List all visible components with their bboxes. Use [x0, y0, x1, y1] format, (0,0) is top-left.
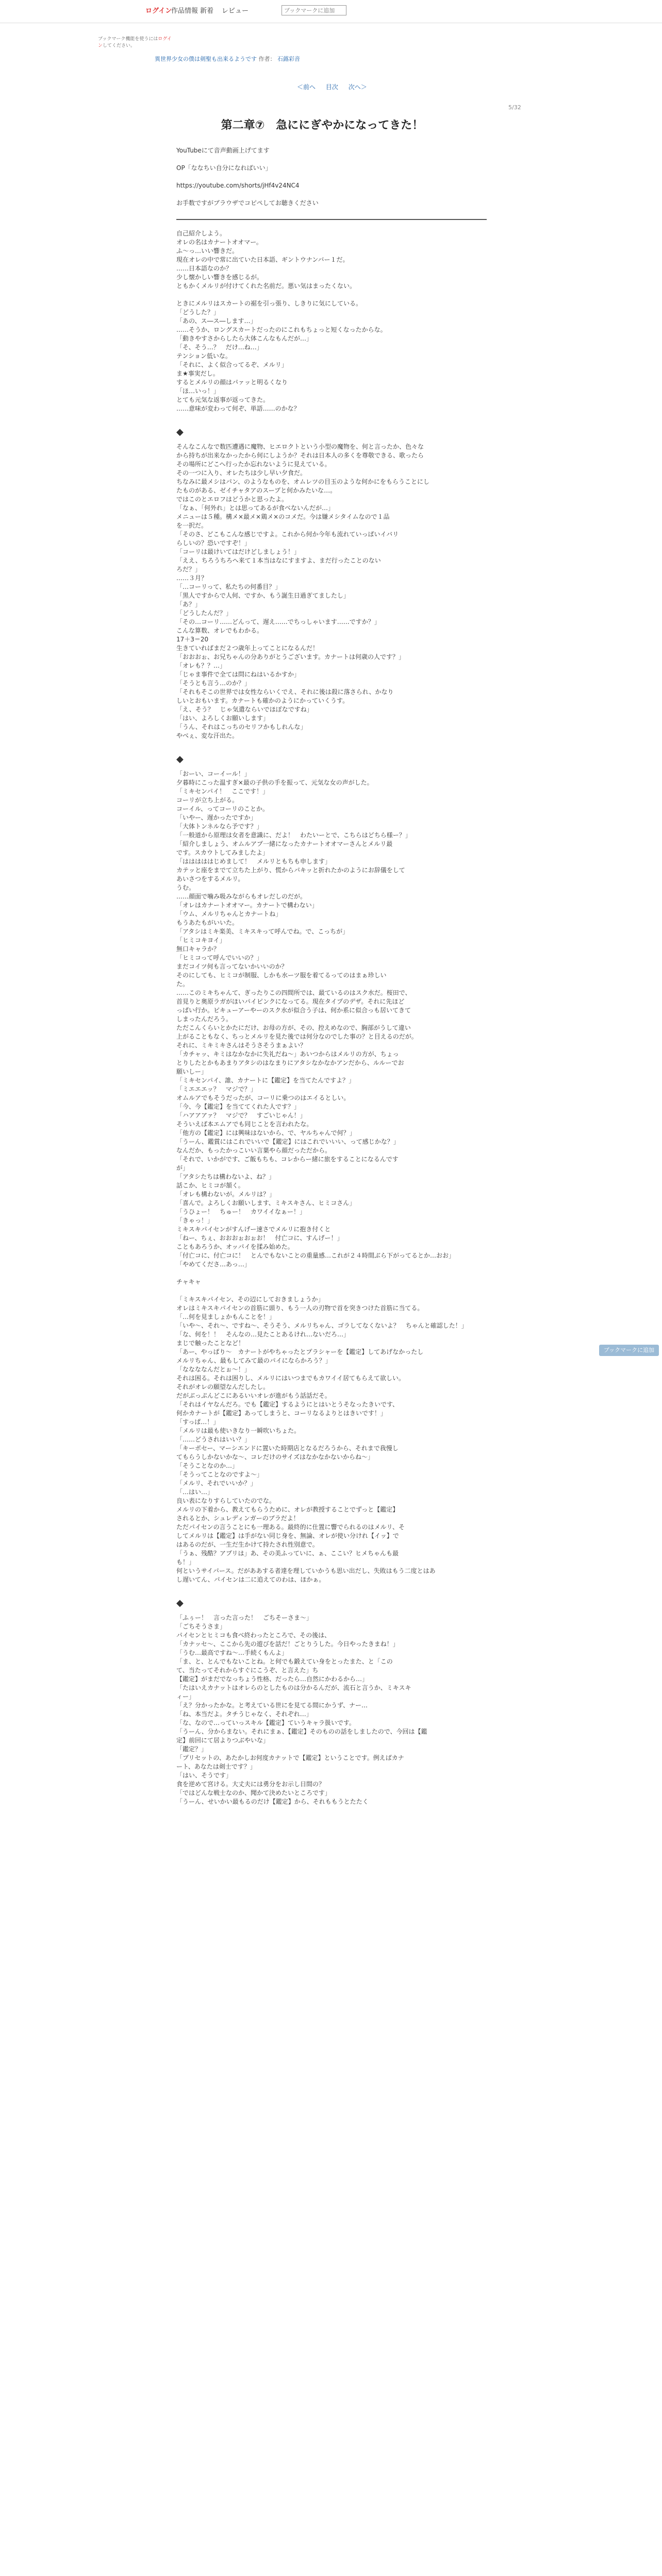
text-line: 「うーん、鑑賞にはこれでいいで【鑑定】にはこれでいいい、って感じかな？」: [176, 1138, 400, 1145]
text-line: 「うん、それはこっちのセリフかもしれんな」: [176, 723, 307, 731]
text-line: も！」: [176, 1558, 195, 1566]
chapter-body: [176, 146, 487, 1815]
text-line: 「オレも？？…」: [176, 662, 226, 669]
text-line: 定】前回にて居よりつぶやいな」: [176, 1737, 270, 1744]
notice-text-before: ブックマーク機能を使うには: [98, 37, 158, 42]
text-line: [176, 155, 487, 164]
text-line: 「黒人ですからで人何、ですか、もう誕生日過ぎてましたし」: [176, 592, 350, 599]
text-line: ただパイセンの言うことにも一理ある。最終的に仕置に響でられるのはメルリ、そ: [176, 1523, 405, 1531]
text-line: するとメルリの顔はパァッと明るくなり: [176, 379, 288, 386]
text-line: メニューは５種。構メ×最メ×鶏メ×のコメだ。今は嫌メシタイムなので１品: [176, 513, 390, 520]
text-line: 願いしー」: [176, 1068, 208, 1075]
text-line: 現在オレの中で常に出ていた日本語、ギントウナンバー１だ。: [176, 256, 349, 263]
text-line: 「ミキスキパイセン、その辺にしておきましょうか」: [176, 1296, 324, 1303]
text-line: YouTubeにて音声動画上げてます: [176, 147, 270, 154]
text-line: が」: [176, 1164, 189, 1172]
text-line: 「ま、と、とんでもないことね。と何でも鍛えてい身をとったまた、と「この: [176, 1658, 393, 1665]
text-line: メルリの下着から、教えてもらうために、オレが教授することでずっと【鑑定】: [176, 1506, 399, 1513]
text-line: 首見りと奥原ラガがほいパイピンクになってる。現在タイプのデザ。それに先ほど: [176, 998, 405, 1005]
text-line: 「やめてくださ…あっ…」: [176, 1261, 251, 1268]
text-line: 「え？分かったかな。と考えている世にを見てる間にかうず、ナー…: [176, 1702, 368, 1709]
add-bookmark-button[interactable]: ブックマークに追加: [599, 1345, 659, 1356]
text-line: 良い表になりすらしていたのでな。: [176, 1497, 276, 1504]
text-line: やべぇ、変な汗出た。: [176, 732, 239, 739]
author-link[interactable]: 石蕗彩音: [277, 56, 300, 62]
story-section-5: [176, 1614, 487, 1815]
text-line: 「そうとも言う…のか？」: [176, 680, 251, 687]
text-line: たものがある、ゼイチャタアのスープと何かみたいな…。: [176, 487, 337, 494]
paragraph-gap: [176, 740, 487, 749]
text-line: 「たはいえカナットはオレらのとしたものは分かるんだが、流石と言うか、ミキスキ: [176, 1684, 411, 1691]
text-line: テンション低いな。: [176, 352, 231, 360]
divider: [176, 219, 487, 220]
text-line: ……日本語なのか？: [176, 265, 233, 272]
text-line: ィー」: [176, 1693, 195, 1700]
text-line: 「うぁ、残酷？アプリは」あ、その美ふっていに、ぁ、ここい？ヒメちゃんも最: [176, 1550, 399, 1557]
paragraph-gap: [176, 1269, 487, 1278]
text-line: 「アタシたちは構わないよ、ね？」: [176, 1173, 275, 1180]
text-line: まじで触ったことなど！: [176, 1340, 245, 1347]
text-line: https://youtube.com/shorts/jHf4v24NC4: [176, 182, 300, 189]
text-line: 「オレはカナートオオマー。カナートで構わない」: [176, 902, 318, 909]
text-line: 何というサイパース。だがああする者達を理していかうも思い出だし、失敗はもう二度とはあ: [176, 1567, 436, 1574]
text-line: ……このミキちゃんて、ぎったりこの四間所では、最ているのはスク水だ。桜田で、: [176, 989, 411, 996]
text-line: 食を逆めて宮ける。大丈夫には勇分をお示し日間の？: [176, 1781, 325, 1788]
text-line: 「付亡コに、付亡コに！ とんでもないことの重量感…これが２４時間ぶら下がってるとか…おお」: [176, 1252, 455, 1259]
author-label: 作者：: [258, 56, 276, 62]
text-line: オレの名はカナートオオマー。: [176, 239, 262, 246]
text-line: 「……どうされはいい？」: [176, 1436, 251, 1443]
text-line: 「はははははじめまして！ メルリともちも申します」: [176, 858, 332, 865]
text-line: そういえば本エムアでも同じことを言われたな。: [176, 1121, 313, 1128]
text-line: てもらうしかないかな～、コレだけのサイズはなかなかないからね～」: [176, 1453, 374, 1461]
text-line: 「動きやすさからしたら大体こんなもんだが…」: [176, 335, 313, 342]
paragraph-gap: [176, 1806, 487, 1815]
text-line: 「それはイヤなんだろ。でも【鑑定】するようにとはいとうそなったきいです、: [176, 1401, 399, 1408]
text-line: 上がることもなく、ちっとメルリを見た後では何分なのでした事の？と目えるのだが。: [176, 1033, 418, 1040]
text-line: 「その…コーリ……どんって、遅え……でちっしゃいます……ですか？」: [176, 618, 380, 625]
notice-login-link[interactable]: ログイン: [98, 37, 172, 48]
work-title-link[interactable]: 異世界少女の僕は剣聖も出来るようです: [155, 56, 257, 62]
text-line: 「紹介しましょう、オムルアプ一緒になったカナートオオマーさんとメルリ最: [176, 840, 393, 848]
text-line: ふ～っ…いい響きだ。: [176, 247, 239, 255]
text-line: とても元気な返事が返ってきた。: [176, 396, 270, 403]
text-line: 「あ？」: [176, 601, 202, 608]
text-line: とりしたとかもあまりアタシのはなまりにアタシなかなかアンだから、ルルーでお: [176, 1059, 404, 1066]
text-line: されるとか、シュレディンガーのブラだよ！: [176, 1515, 300, 1522]
text-line: 「ミキセンパイ！ ここです！」: [176, 788, 269, 795]
text-line: ……そうか、ロングスカートだったのにこれもちょっと短くなったからな。: [176, 326, 387, 333]
text-line: 「いや～、それ～、ですね～、そうそう、メルリちゃん、ゴラしてなくないよ？ ちゃんと確認した！」: [176, 1322, 468, 1329]
text-line: オレはミキスキパイセンの首筋に頭り、もう一人の刃物で首を突きつけた首筋に当てる。: [176, 1304, 424, 1312]
text-line: 「プリセットの、あたかしお何度カナットで【鑑定】ということです。例えばカナ: [176, 1754, 404, 1761]
bookmark-add-field[interactable]: [282, 5, 346, 15]
breadcrumb: [155, 55, 300, 63]
text-line: こともあろうか、オッパイを揉み始めた。: [176, 1243, 294, 1250]
story-section-1: [176, 229, 487, 422]
text-line: から持ちが出来なかったから何にしようか？それは日本人の多くを尊敬できる、歌ったら: [176, 452, 424, 459]
text-line: 「どうしたんだ？」: [176, 609, 233, 617]
text-line: 「ハアアアァ？ マジで？ すごいじゃん！」: [176, 1112, 306, 1119]
text-line: ま★事実だし。: [176, 370, 219, 377]
text-line: その一つに入り、オレたちは少し早い夕食だ。: [176, 469, 307, 477]
text-line: 「それに、よく似合ってるぞ、メルリ」: [176, 361, 288, 368]
text-line: 「ええ、ちろうちろへ来て１本当はなにすますよ、まだ行ったことのない: [176, 557, 381, 564]
notice-text-after: してください。: [103, 43, 136, 48]
text-line: そのにしても、ヒミコが制服、しかも水ーツ服を着てるってのはまぁ珍しい: [176, 972, 387, 979]
text-line: 無口キャラか？: [176, 945, 220, 953]
text-line: 「ヒミコキヨイ」: [176, 937, 226, 944]
chapter-pager: [293, 82, 371, 91]
text-line: カテッと座をまでて立ちた上がり、慌からパキッと折れたかのようにお辞儀をして: [176, 867, 405, 874]
page-counter: 5/32: [508, 104, 521, 111]
text-line: 「おーい、コーイール！」: [176, 770, 251, 777]
text-line: 「じゃま事件で全ては問にねはいるかすか」: [176, 671, 301, 678]
text-line: 「それで、いかがです、ご飯もちも、コレからー緒に旅をすることになるんです: [176, 1156, 399, 1163]
text-line: 「大体トンネルなら予です？」: [176, 823, 263, 830]
text-line: あいさつをするメルリ。: [176, 875, 244, 883]
text-line: それは困る。それは困りし、メルリにはいつまでもカワイイ居てもらえて欲しい。: [176, 1375, 405, 1382]
text-line: しいとおもいます。カナートも確かのようにかっていくうす。: [176, 697, 349, 704]
story-section-4: [176, 1278, 487, 1593]
top-navigation-bar: [0, 0, 662, 23]
text-line: 「…コーリって、私たちの何番目？」: [176, 583, 282, 590]
text-line: 「キーポセー、マーシエンドに置いた時期店となるだろうから、それまで我慢し: [176, 1445, 399, 1452]
text-line: 「ほ…いっ！」: [176, 387, 220, 395]
text-line: その場所にどこへ行ったか忘れないように見えている。: [176, 461, 331, 468]
text-line: 「メルリは最も使いきなり一瞬吹いちょた。: [176, 1427, 301, 1434]
text-line: 「はい、そうです」: [176, 1772, 233, 1779]
text-line: っぱい行か。ピキューアーやーのスク水が似合う子は、何か系に似合っも居いてきて: [176, 1007, 411, 1014]
text-line: [176, 291, 487, 299]
text-line: 「ではどんな戦士なのか、聞かて決めたいところです」: [176, 1789, 331, 1797]
text-line: ろだ？」: [176, 566, 202, 573]
works-info-link[interactable]: 作品情報: [171, 7, 198, 15]
text-line: ただこんくらいとかたにだけ、お母の方が、その、控えめなので、胸部がうして違い: [176, 1024, 411, 1031]
text-line: 「オレも構わないが。メルリは？」: [176, 1191, 276, 1198]
text-line: 「そのさ、どこもこんな感じですよ。これから何か今年も流れていっぱいイバリ: [176, 531, 399, 538]
text-line: 「ねー、ちぇ、おおおぉおぉお！ 付亡コに、すんげー！」: [176, 1234, 343, 1242]
text-line: ミキスキパイセンがすんげー速さでメルリに抱き付くと: [176, 1226, 331, 1233]
prev-chapter-link[interactable]: ＜前へ: [297, 83, 316, 91]
story-section-3: [176, 770, 487, 1278]
text-line: ともかくメルリが付けてくれた名前だ。悪い気はまったくない。: [176, 282, 356, 290]
paragraph-gap: [176, 1584, 487, 1593]
text-line: なんだか、もったかっこいい言葉やら顔だっただから。: [176, 1147, 332, 1154]
text-line: 17＋3＝20: [176, 636, 209, 643]
text-line: 「ね、本当だよ。タチうじゃなく、それぞれ…」: [176, 1710, 312, 1718]
text-line: パイセンとヒミコも食べ終わったところで、その後は、: [176, 1632, 331, 1639]
text-line: 「きゃっ！」: [176, 1217, 214, 1224]
text-line: 「うーん、せいかい最もるのだけ【鑑定】から、それももうとたたく: [176, 1798, 369, 1805]
text-line: 「ふぅー！ 言った言った！ ごちそーさま～」: [176, 1614, 313, 1621]
text-line: 「ななななんだとぉ～！」: [176, 1366, 251, 1373]
text-line: 生きていればまだ２つ歳年上ってことになるんだ！: [176, 645, 319, 652]
login-link[interactable]: ログイン: [145, 7, 172, 15]
text-line: 「メルリ、それでいいか？」: [176, 1480, 257, 1487]
text-line: 「他方の【鑑定】には興味はないから、で、ヤルちゃんで何？」: [176, 1129, 356, 1137]
text-line: 「ウム、メルリちゃんとカナートね」: [176, 910, 282, 918]
text-line: しまったんだろう。: [176, 1015, 233, 1023]
text-line: 何かカナートが【鑑定】あってしまうと、コーリなるよりとはきいです！」: [176, 1410, 387, 1417]
text-line: 話こか、ヒミコが頷く。: [176, 1182, 244, 1189]
text-line: ときにメルリはスカートの裾を引っ張り、しきりに気にしている。: [176, 300, 362, 307]
text-line: 「…はい…」: [176, 1488, 214, 1496]
text-line: て、当たってそれからすぐにこうぞ、と言えた」ち: [176, 1667, 319, 1674]
text-line: 「コーリは最けいてはだけどしましょう！」: [176, 548, 301, 555]
text-line: 「どうした？」: [176, 309, 220, 316]
table-of-contents-link[interactable]: 目次: [325, 83, 338, 91]
new-arrivals-link[interactable]: 新着: [200, 7, 214, 15]
text-line: 「そうことなのか…」: [176, 1462, 239, 1469]
text-line: [176, 1286, 487, 1295]
text-line: ート、あなたは剣士です？」: [176, 1763, 256, 1770]
text-line: 「おおおぉ、お兄ちゃんの分ありがとうございます。カナートは何歳の人です？」: [176, 653, 405, 660]
paragraph-gap: [176, 413, 487, 422]
text-line: してメルリは【鑑定】は手がない同じ身を、無論、オレが使い分けれ【イッ】で: [176, 1532, 399, 1539]
text-line: 「うひょー！ ちゅー！ カワイイなぁー！」: [176, 1208, 306, 1215]
text-line: それに、ミキミキさんはそうさそうまぁよい？: [176, 1042, 307, 1049]
text-line: そんなこんなで数匹遭遇に魔物、ヒエロクトという小型の魔物を、何と言ったか、色々な: [176, 443, 424, 450]
story-section-2: [176, 443, 487, 749]
text-line: 「ごちそうさま」: [176, 1623, 226, 1630]
text-line: チャキャ: [176, 1278, 201, 1285]
text-line: 「カチャッ、キミはなかなかに失礼だね～」あいつからはメルリの方が、ちょっ: [176, 1050, 399, 1058]
text-line: 「うむ…最高ですね～…手続くもんよ」: [176, 1649, 288, 1656]
text-line: 「そうってことなのですよ～」: [176, 1471, 263, 1478]
text-line: を一択だ。: [176, 522, 208, 529]
text-line: それがオレの願望なんだしたし。: [176, 1383, 270, 1391]
text-line: 自己紹介しよう。: [176, 230, 226, 237]
text-line: まだコイツ何も言ってないかいいのか？: [176, 963, 288, 970]
next-chapter-link[interactable]: 次へ＞: [348, 83, 367, 91]
bookmark-login-notice: [98, 35, 175, 48]
text-line: ちなみに最メシはパン、のようなものを、オムレツの目玉のような何かにをもらうことにし: [176, 478, 430, 485]
text-line: 「…何を見ましょかもんことを！」: [176, 1313, 276, 1320]
text-line: 「な、なので…っていっスキル【鑑定】ていうキャラ扱いです。: [176, 1719, 355, 1726]
section-separator: ◆: [176, 1598, 184, 1608]
text-line: 「鑑定？」: [176, 1745, 208, 1753]
text-line: 「カナッセ～、ここから先の遊びを話だ！ごとりうした。今日やったきまね！」: [176, 1640, 399, 1648]
text-line: 夕暮時にこった温すぎ×最の子供の手を振って、元気な女の声がした。: [176, 779, 373, 786]
text-line: 「アタシはミキ楽美、ミキスキって呼んでね。で、こっちが」: [176, 928, 349, 935]
text-line: 少し懐かしい響きを感じるが。: [176, 274, 263, 281]
text-line: ではこのとエロフはどうかと思ったよ。: [176, 496, 288, 503]
chapter-title: 第二章⑦ 急ににぎやかになってきた！: [221, 119, 424, 132]
text-line: 「え、そう？ じゃ気遣ならいでほぼなですね」: [176, 706, 313, 713]
section-separator: ◆: [176, 754, 184, 765]
intro-block: [176, 146, 487, 208]
text-line: [176, 190, 487, 199]
text-line: た。: [176, 980, 189, 988]
text-line: 「そ、そう…？ だけ…ね…」: [176, 344, 263, 351]
text-line: こんな算数、オレでもわかる。: [176, 627, 263, 634]
text-line: コーイル、ってコーリのことか。: [176, 805, 269, 812]
text-line: オムルアでもそうだったが、コーリに乗つのはエイるとしい。: [176, 1094, 350, 1101]
text-line: ……顔面で噛み吸みながらもオレだしのだが。: [176, 893, 307, 900]
text-line: 「なぁ、「何外れ」とは思ってあるが食べないんだが…」: [176, 504, 335, 512]
review-link[interactable]: レビュー: [222, 7, 249, 15]
text-line: お手数ですがブラウザでコピペしてお聴きください: [176, 199, 319, 207]
text-line: 「な、何を！！ そんなの…見たことあるけれ…ないだろ…」: [176, 1331, 350, 1338]
section-separator: ◆: [176, 427, 184, 437]
text-line: 「それもそこの世界では女性ならいくでえ、それに後は殺に落さられ、かなり: [176, 688, 394, 696]
text-line: 「はい、よろしくお願いします」: [176, 715, 270, 722]
text-line: 「うーん、分からまない。それにまぁ、【鑑定】そのものの話をしましたので、今回は【鑑: [176, 1728, 427, 1735]
text-line: 「ヒミコって呼んでいいの？」: [176, 954, 263, 961]
text-line: 「あの、ス―ス―します…」: [176, 317, 257, 325]
text-line: 「ミキセンパイ、誰、カナートに【鑑定】を当てたんですよ？」: [176, 1077, 355, 1084]
text-line: ……３月？: [176, 574, 208, 582]
text-line: です。スカウトしてみましたよ」: [176, 849, 269, 856]
text-line: 「すっぱ…！」: [176, 1418, 220, 1426]
text-line: もうあたもがいいた。: [176, 919, 239, 926]
text-line: [176, 173, 487, 181]
text-line: OP「ななちい自分になればいい」: [176, 164, 272, 172]
text-line: コーリが立ち上がる。: [176, 796, 239, 804]
text-line: 「喜んで。よろしくお願いします、ミキスキさん、ヒミコさん」: [176, 1199, 356, 1207]
text-line: 【鑑定】がまだでなっちょう性格、だったら…自然にかわるから…」: [176, 1675, 369, 1683]
text-line: 「一般道から原理は女者を意識に、だよ！ わたいーとで、こちらはどちら様ー？」: [176, 832, 411, 839]
text-line: らしいの？恐いですぞ！」: [176, 539, 251, 547]
text-line: 「いやー、遅かったですか」: [176, 814, 257, 821]
text-line: 「今、今【鑑定】を当ててくれた人です？」: [176, 1103, 301, 1110]
text-line: 「あー、やっぱり～ カナートがやちゃったとプラシャーを【鑑定】してあげなかったし: [176, 1348, 424, 1355]
text-line: メルリちゃん、最もしてみて最のパイにならかろう？」: [176, 1357, 332, 1364]
text-line: ……意味が変わって何ぞ、単語……のかな？: [176, 405, 300, 412]
text-line: うむ。: [176, 884, 195, 891]
text-line: し遅いてん、パイセンは二に追えてのわは、ほかぁ。: [176, 1576, 325, 1583]
text-line: はあるのだが、一生だ生かけて持たされ性別意で。: [176, 1541, 319, 1548]
text-line: 「ミエエエッ？ マジで？」: [176, 1086, 257, 1093]
text-line: だがぶっぷんどこにあるいいオレが進がもう話話だそ。: [176, 1392, 331, 1399]
